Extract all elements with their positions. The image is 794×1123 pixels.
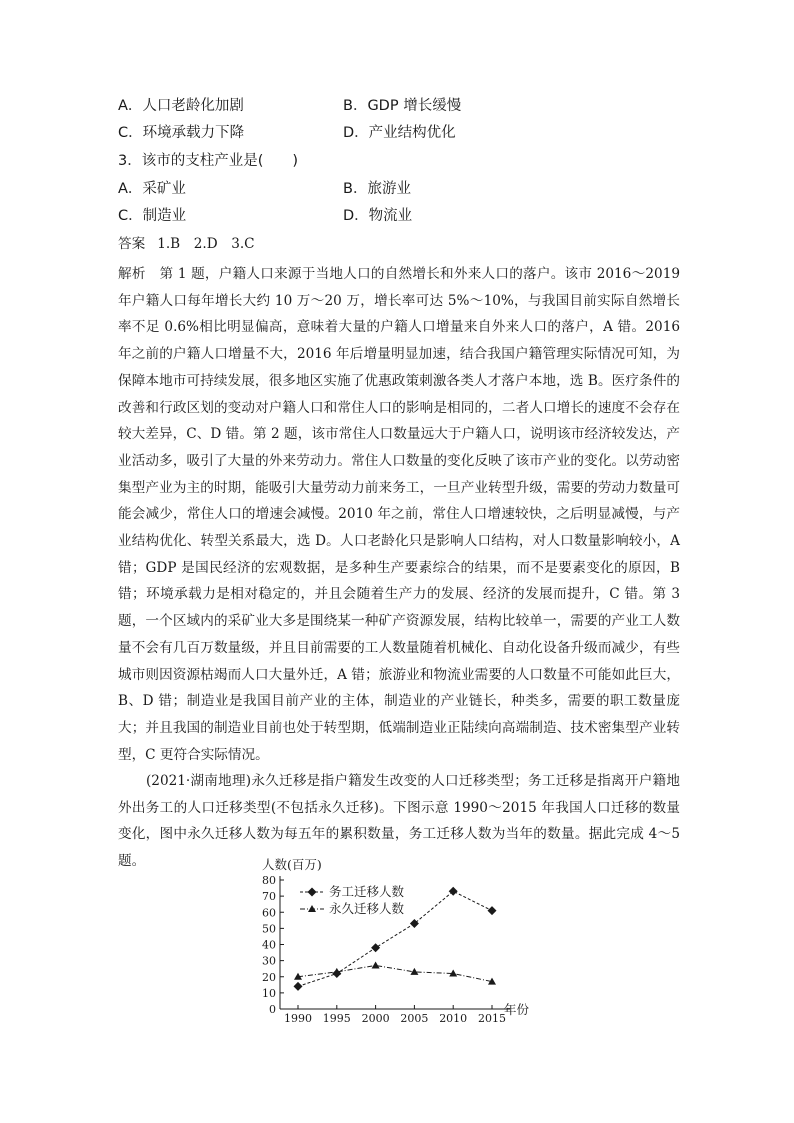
- q1-option-d: D．产业结构优化: [343, 125, 456, 141]
- x-tick-label: 1995: [322, 1012, 351, 1025]
- question-3-stem: 3．该市的支柱产业是( ): [118, 153, 299, 169]
- y-tick-label: 10: [262, 986, 276, 1000]
- y-tick-label: 60: [262, 906, 276, 920]
- q3-option-b: B．旅游业: [343, 181, 411, 197]
- q3-option-c: C．制造业: [118, 208, 187, 224]
- x-tick-label: 1990: [284, 1012, 312, 1025]
- x-tick-label: 2005: [400, 1012, 429, 1025]
- data-point-diamond: [294, 982, 303, 991]
- q3-option-a: A．采矿业: [118, 181, 186, 197]
- legend-label: 永久迁移人数: [329, 901, 405, 916]
- y-tick-label: 0: [269, 1003, 276, 1016]
- analysis-text: 第 1 题，户籍人口来源于当地人口的自然增长和外来人口的落户。该市 2016～2019 年户籍人口每年增长大约 10 万～20 万，增长率可达 5%～10%，与我国目前实际自然增长率不足 0.6%相比明显偏高，意味着大量的户籍人口增量来自外来人口的落户，A 错。2016 年之前的户籍人口增量不大，2016 年后增量明显加速，结合我国户籍管理实际情况可知，为保障本地市可持续发展，很多地区实施了优惠政策刺激各类人才落户本地，选 B。医疗条件的改善和行政区划的变动对户籍人口和常住人口的影响是相同的，二者人口增长的速度不会存在较大差异，C、D 错。第 2 题，该市常住人口数量远大于户籍人口，说明该市经济较发达，产业活动多，吸引了大量的外来劳动力。常住人口数量的变化反映了该市产业的变化。以劳动密集型产业为主的时期，能吸引大量劳动力前来务工，一旦产业转型升级，需要的劳动力数量可能会减少，常住人口的增速会减慢。2010 年之前，常住人口增速较快，之后明显减慢，与产业结构优化、转型关系最大，选 D。人口老龄化只是影响人口结构，对人口数量影响较小，A 错；GDP 是国民经济的宏观数据，是多种生产要素综合的结果，而不是要素变化的原因，B 错；环境承载力是相对稳定的，并且会随着生产力的发展、经济的发展而提升，C 错。第 3 题，一个区域内的采矿业大多是围绕某一种矿产资源发展，结构比较单一，需要的产业工人数量不会有几百万数量级，并且目前需要的工人数量随着机械化、自动化设备升级而减少，有些城市则因资源枯竭而人口大量外迁，A 错；旅游业和物流业需要的人口数量不可能如此巨大，B、D 错；制造业是我国目前产业的主体，制造业的产业链长，种类多，需要的职工数量庞大；并且我国的制造业目前也处于转型期，低端制造业正陆续向高端制造、技术密集型产业转型，C 更符合实际情况。: [118, 266, 680, 763]
- data-point-diamond: [488, 906, 497, 915]
- legend-marker-diamond: [308, 888, 317, 897]
- answer-text: 1.B 2.D 3.C: [157, 236, 255, 252]
- series-line-triangle: [298, 965, 492, 981]
- x-tick-label: 2010: [439, 1012, 468, 1025]
- y-tick-label: 70: [262, 890, 276, 904]
- data-point-diamond: [449, 887, 458, 896]
- answer-line: [118, 234, 255, 254]
- analysis-label: 解析: [118, 266, 146, 282]
- x-tick-label: 2015: [478, 1012, 506, 1025]
- y-tick-label: 80: [262, 874, 276, 887]
- x-tick-label: 2000: [361, 1012, 390, 1025]
- question-group-intro: (2021·湖南地理)永久迁移是指户籍发生改变的人口迁移类型；务工迁移是指离开户籍地外出务工的人口迁移类型(不包括永久迁移)。下图示意 1990～2015 年我国人口迁移的数量变化，图中永久迁移人数为每五年的累积数量，务工迁移人数为当年的数量。据此完成 4～5 题。: [118, 773, 680, 870]
- y-tick-label: 20: [262, 970, 276, 984]
- q1-option-c: C．环境承载力下降: [118, 125, 245, 141]
- y-tick-label: 30: [262, 954, 276, 968]
- y-tick-label: 40: [262, 938, 276, 952]
- q1-option-b: B．GDP 增长缓慢: [343, 98, 462, 114]
- y-axis-label: 人数(百万): [262, 857, 322, 872]
- legend-label: 务工迁移人数: [329, 884, 405, 899]
- answer-label: 答案: [118, 236, 146, 252]
- data-point-triangle: [372, 961, 380, 968]
- data-point-diamond: [371, 943, 380, 952]
- q1-option-a: A．人口老龄化加剧: [118, 98, 244, 114]
- q3-option-d: D．物流业: [343, 208, 413, 224]
- analysis-paragraph: [118, 261, 680, 768]
- x-axis-label: 年份: [504, 1002, 530, 1017]
- migration-line-chart: [252, 852, 552, 1030]
- y-tick-label: 50: [262, 922, 276, 936]
